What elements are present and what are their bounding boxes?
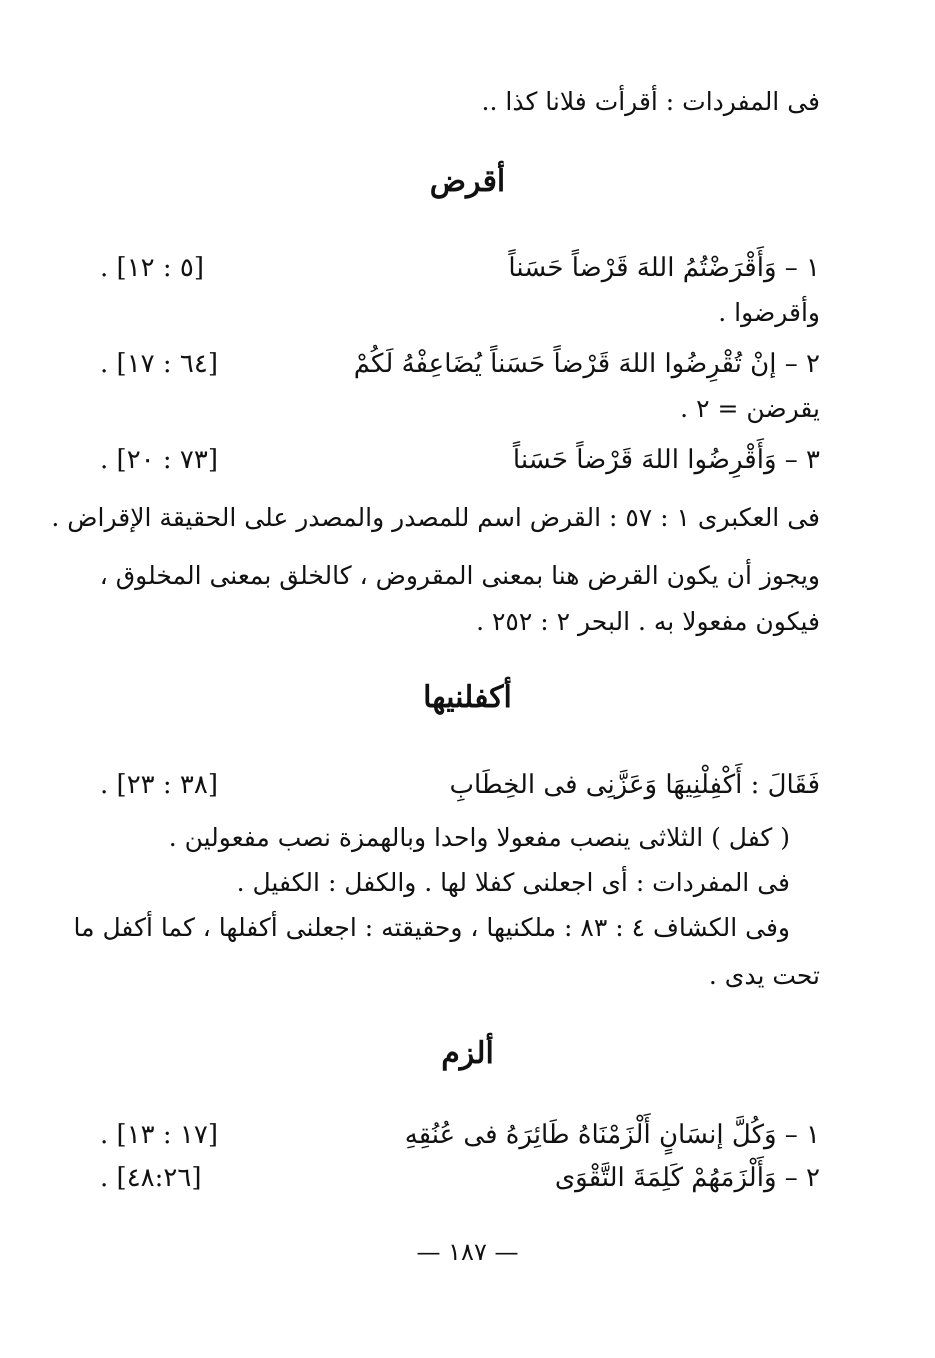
- verse-line: [90, 1156, 820, 1200]
- note-line: ويجوز أن يكون القرض هنا بمعنى المقروض ، كالخلق بمعنى المخلوق ،: [99, 561, 820, 590]
- intro-line: فى المفردات : أقرأت فلانا كذا ..: [481, 87, 820, 116]
- note-line: ( كفل ) الثلاثى ينصب مفعولا واحدا وبالهمزة نصب مفعولين .: [168, 823, 790, 852]
- note-line: فى العكبرى ١ : ٥٧ : القرض اسم للمصدر والمصدر على الحقيقة الإقراض .: [51, 503, 820, 532]
- verse-line: [90, 438, 820, 482]
- verse-text: ٢ – وَأَلْزَمَهُمْ كَلِمَةَ التَّقْوَى: [554, 1163, 820, 1193]
- verse-line: [90, 763, 820, 807]
- verse-reference: [٦٤ : ١٧] .: [100, 349, 219, 379]
- verse-text: ٣ – وَأَقْرِضُوا اللهَ قَرْضاً حَسَناً: [512, 445, 820, 475]
- page-number: — ١٨٧ —: [416, 1238, 519, 1266]
- note-line: فيكون مفعولا به . البحر ٢ : ٢٥٢ .: [476, 607, 820, 636]
- section-heading-aqrad: أقرض: [429, 164, 506, 199]
- verse-reference: [٥ : ١٢] .: [100, 253, 205, 283]
- note-line: وأقرضوا .: [718, 298, 820, 327]
- verse-reference: [١٧ : ١٣] .: [100, 1120, 219, 1150]
- verse-text: ١ – وَكُلَّ إنسَانٍ أَلْزَمْنَاهُ طَائِرَهُ فى عُنُقِهِ: [404, 1120, 820, 1150]
- note-line: يقرضن = ٢ .: [680, 394, 820, 423]
- verse-line: [90, 342, 820, 386]
- verse-line: [90, 246, 820, 290]
- note-line: فى المفردات : أى اجعلنى كفلا لها . والكفل : الكفيل .: [236, 868, 790, 897]
- note-line: وفى الكشاف ٤ : ٨٣ : ملكنيها ، وحقيقته : اجعلنى أكفلها ، كما أكفل ما: [73, 913, 790, 942]
- section-heading-alzam: ألزم: [441, 1036, 494, 1071]
- verse-line: [90, 1113, 820, 1157]
- verse-text: فَقَالَ : أَكْفِلْنِيهَا وَعَزَّنِى فى الخِطَابِ: [449, 770, 820, 800]
- verse-reference: [٤٨:٢٦] .: [100, 1163, 202, 1193]
- verse-reference: [٧٣ : ٢٠] .: [100, 445, 219, 475]
- verse-text: ٢ – إنْ تُقْرِضُوا اللهَ قَرْضاً حَسَناً يُضَاعِفْهُ لَكُمْ: [353, 349, 820, 379]
- section-heading-akfilniha: أكفلنيها: [423, 680, 512, 715]
- verse-text: ١ – وَأَقْرَضْتُمُ اللهَ قَرْضاً حَسَناً: [508, 253, 820, 283]
- note-line: تحت يدى .: [708, 961, 820, 990]
- verse-reference: [٣٨ : ٢٣] .: [100, 770, 219, 800]
